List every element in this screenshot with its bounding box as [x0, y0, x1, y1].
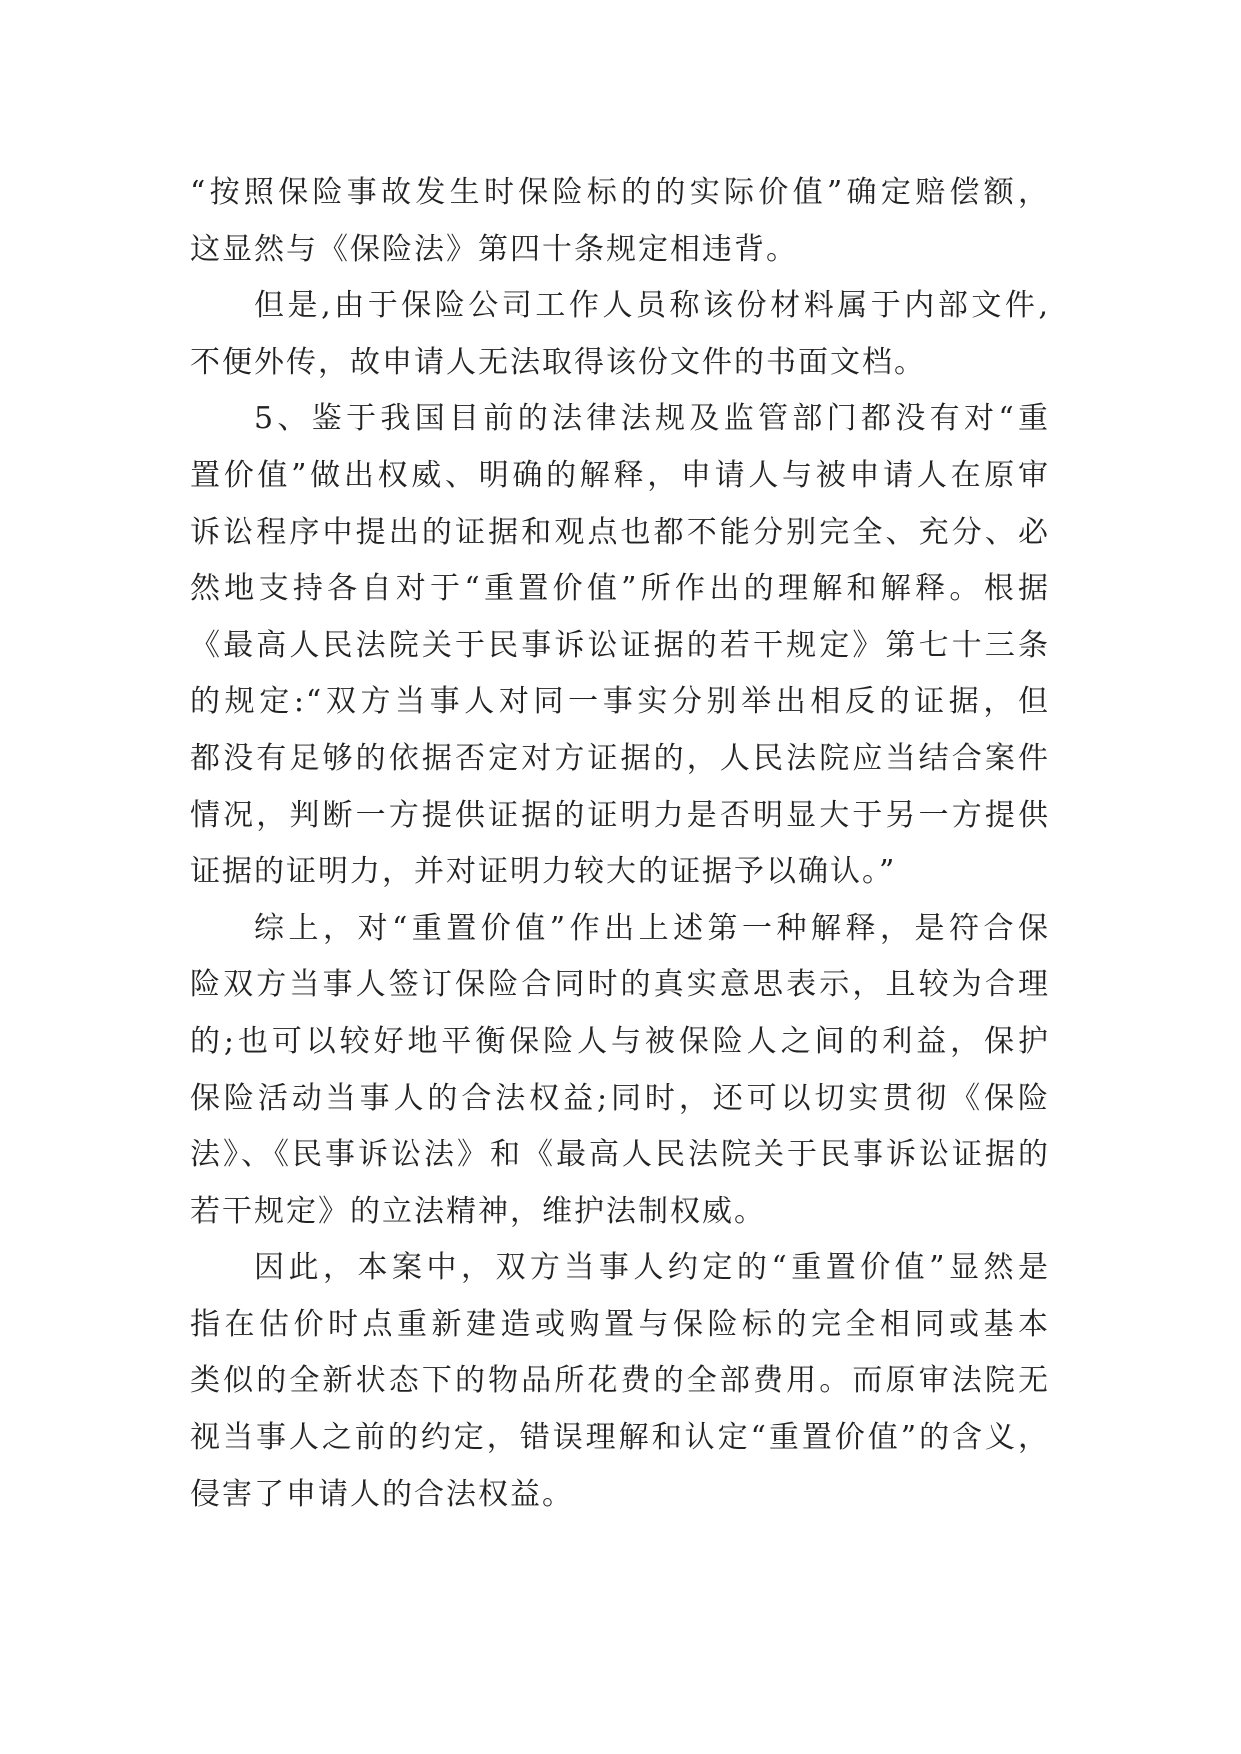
- text-line: 的规定:“双方当事人对同一事实分别举出相反的证据，但: [190, 684, 1050, 720]
- text-line: 《最高人民法院关于民事诉讼证据的若干规定》第七十三条: [190, 627, 1050, 663]
- text-line: 都没有足够的依据否定对方证据的，人民法院应当结合案件: [190, 740, 1050, 776]
- text-line: 这显然与《保险法》第四十条规定相违背。: [190, 231, 798, 267]
- text-line: 若干规定》的立法精神，维护法制权威。: [190, 1193, 766, 1229]
- text-line: 的;也可以较好地平衡保险人与被保险人之间的利益，保护: [190, 1023, 1050, 1059]
- text-line: 类似的全新状态下的物品所花费的全部费用。而原审法院无: [190, 1363, 1050, 1399]
- text-line: 诉讼程序中提出的证据和观点也都不能分别完全、充分、必: [190, 514, 1050, 550]
- text-line: 因此，本案中，双方当事人约定的“重置价值”显然是: [254, 1250, 1050, 1286]
- text-line: 法》、《民事诉讼法》和《最高人民法院关于民事诉讼证据的: [190, 1137, 1050, 1173]
- text-line: 但是,由于保险公司工作人员称该份材料属于内部文件,: [254, 288, 1050, 324]
- text-line: 视当事人之前的约定，错误理解和认定“重置价值”的含义，: [190, 1420, 1050, 1456]
- text-line: 证据的证明力，并对证明力较大的证据予以确认。”: [190, 854, 897, 890]
- text-line: 保险活动当事人的合法权益;同时，还可以切实贯彻《保险: [190, 1080, 1050, 1116]
- text-line: 不便外传，故申请人无法取得该份文件的书面文档。: [190, 344, 926, 380]
- document-body: [190, 165, 1050, 1523]
- text-line: 综上，对“重置价值”作出上述第一种解释，是符合保: [254, 910, 1050, 946]
- text-line: 然地支持各自对于“重置价值”所作出的理解和解释。根据: [190, 571, 1050, 607]
- text-line: “按照保险事故发生时保险标的的实际价值”确定赔偿额，: [190, 175, 1050, 210]
- text-line: 置价值”做出权威、明确的解释，申请人与被申请人在原审: [190, 457, 1050, 493]
- text-line: 情况，判断一方提供证据的证明力是否明显大于另一方提供: [190, 797, 1050, 833]
- text-line: 险双方当事人签订保险合同时的真实意思表示，且较为合理: [190, 967, 1050, 1003]
- text-line: 侵害了申请人的合法权益。: [190, 1476, 574, 1512]
- text-line: 5、鉴于我国目前的法律法规及监管部门都没有对“重: [254, 401, 1050, 437]
- text-line: 指在估价时点重新建造或购置与保险标的完全相同或基本: [190, 1306, 1050, 1342]
